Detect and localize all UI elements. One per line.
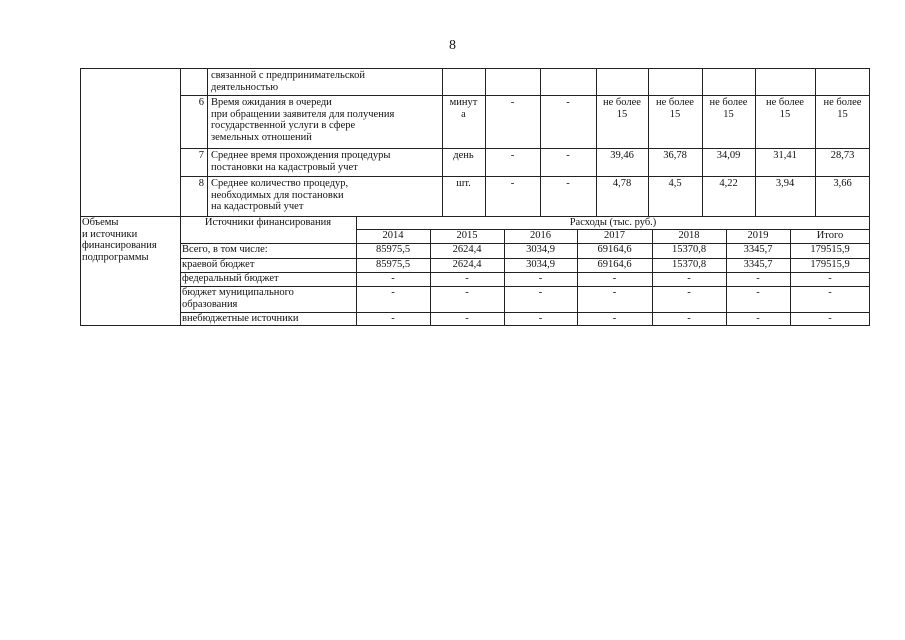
year-header	[356, 230, 430, 242]
funding-value-line: 15370,8	[671, 244, 707, 255]
indicator-unit-line: минут	[449, 97, 478, 108]
indicator-value	[815, 150, 870, 162]
indicator-name-line: на кадастровый учет	[211, 201, 304, 212]
indicator-value-line: -	[566, 97, 570, 108]
indicator-value-line: -	[510, 97, 515, 108]
funding-value	[356, 259, 430, 271]
funding-value-line: -	[465, 273, 469, 284]
funding-value-line: -	[687, 313, 691, 324]
year-header	[430, 230, 504, 242]
year-header-line: Итого	[816, 230, 844, 241]
funding-value-line: 3345,7	[743, 244, 773, 255]
funding-value-line: -	[391, 273, 395, 284]
funding-value-line: 179515,9	[810, 259, 850, 270]
year-header	[504, 230, 577, 242]
indicator-number	[180, 178, 204, 190]
indicator-value-line: -	[510, 150, 515, 161]
indicator-name-line: постановки на кадастровый учет	[211, 161, 358, 173]
funding-value	[504, 313, 577, 325]
sources-header	[180, 217, 356, 229]
funding-value-line: -	[465, 287, 469, 298]
funding-value-line: -	[756, 287, 760, 298]
indicator-row-line	[180, 95, 870, 96]
funding-value	[652, 313, 726, 325]
indicator-value	[540, 178, 596, 190]
funding-value	[790, 259, 870, 271]
indicator-name-line: при обращении заявителя для получения	[211, 108, 395, 120]
funding-value	[652, 273, 726, 285]
funding-value	[356, 287, 430, 299]
funding-value-line: -	[756, 273, 760, 284]
indicator-name-line: государственной услуги в сфере	[211, 120, 356, 131]
border-left	[80, 68, 81, 326]
funding-value	[504, 273, 577, 285]
funding-value	[430, 244, 504, 256]
indicator-value-line: 3,66	[833, 178, 852, 189]
year-header-line: 2015	[456, 230, 478, 241]
funding-source-label-line: федеральный бюджет	[182, 273, 279, 284]
indicator-value-line: 34,09	[716, 150, 741, 161]
indicator-col-line	[755, 68, 756, 216]
funding-value-line: -	[538, 273, 543, 284]
funding-section-label	[82, 217, 180, 263]
indicator-name	[211, 178, 441, 213]
funding-value-line: -	[391, 313, 395, 324]
funding-section-label-line: и источники	[82, 228, 138, 240]
indicator-number-line: 8	[198, 178, 204, 189]
indicator-number-line: 6	[198, 97, 204, 108]
funding-value	[504, 259, 577, 271]
indicator-name-line: земельных отношений	[211, 131, 312, 143]
indicator-unit-line: шт.	[456, 178, 471, 189]
indicator-value-line: 4,5	[668, 178, 682, 189]
indicator-value	[815, 178, 870, 190]
indicator-value	[540, 150, 596, 162]
funding-value	[726, 313, 790, 325]
indicator-unit	[442, 178, 485, 190]
indicator-value	[755, 97, 815, 120]
indicator-name-line: Среднее время прохождения процедуры	[211, 150, 391, 161]
indicator-value-line: не более	[656, 97, 694, 108]
funding-value	[430, 259, 504, 271]
indicator-value	[702, 178, 755, 190]
funding-value	[430, 313, 504, 325]
funding-source-label-line: бюджет муниципального	[182, 287, 294, 298]
funding-value	[577, 273, 652, 285]
funding-label-col-line	[180, 216, 181, 326]
year-header-line: 2019	[747, 230, 769, 241]
year-header	[726, 230, 790, 242]
funding-value	[356, 244, 430, 256]
indicator-row-line	[180, 176, 870, 177]
indicator-value-line: -	[566, 178, 570, 189]
border-top	[80, 68, 870, 69]
indicator-value-line: 15	[837, 108, 848, 120]
indicator-value-line: не более	[823, 97, 862, 108]
funding-value	[577, 313, 652, 325]
indicator-unit-line: день	[453, 150, 474, 161]
indicator-row-line	[180, 148, 870, 149]
funding-value	[726, 259, 790, 271]
funding-section-label-line: финансирования	[82, 240, 157, 251]
indicator-col-line	[207, 68, 208, 216]
funding-value	[652, 244, 726, 256]
funding-value-line: -	[391, 287, 395, 298]
funding-value-line: -	[687, 273, 691, 284]
funding-value-line: -	[828, 313, 832, 324]
indicator-value	[815, 97, 870, 120]
funding-value-line: -	[612, 273, 617, 284]
funding-source-label	[182, 287, 354, 310]
indicator-value-line: 15	[669, 108, 681, 120]
indicator-value	[596, 97, 648, 120]
funding-value-line: 15370,8	[671, 259, 707, 270]
funding-value	[726, 287, 790, 299]
indicator-name	[211, 70, 441, 93]
funding-value-line: 3034,9	[526, 259, 555, 270]
funding-value-line: -	[612, 313, 617, 324]
funding-value-line: -	[687, 287, 691, 298]
funding-source-label-line: образования	[182, 298, 238, 310]
funding-value-line: 2624,4	[452, 244, 482, 255]
indicator-value	[485, 97, 540, 109]
year-header	[577, 230, 652, 242]
year-header-line: 2014	[382, 230, 404, 241]
indicator-value	[755, 178, 815, 190]
indicator-value-line: 15	[723, 108, 734, 120]
funding-value	[577, 287, 652, 299]
year-header	[790, 230, 870, 242]
indicator-name-line: необходимых для постановки	[211, 189, 344, 201]
border-bottom	[80, 325, 870, 326]
funding-value-line: -	[828, 287, 832, 298]
funding-source-label	[182, 273, 354, 285]
indicator-number-line: 7	[198, 150, 204, 161]
indicator-name	[211, 150, 441, 173]
funding-value	[652, 287, 726, 299]
indicator-col-line	[815, 68, 816, 216]
year-header-line: 2018	[678, 230, 700, 241]
funding-source-label	[182, 313, 354, 325]
sources-header-line: Источники финансирования	[204, 217, 332, 228]
funding-value	[356, 273, 430, 285]
indicator-col-line	[702, 68, 703, 216]
funding-value-line: 3345,7	[743, 259, 773, 270]
indicator-name	[211, 97, 441, 143]
indicator-value	[648, 97, 702, 120]
indicator-value	[648, 150, 702, 162]
indicator-value	[485, 178, 540, 190]
funding-source-label	[182, 259, 354, 271]
indicator-col-line	[485, 68, 486, 216]
funding-value-line: -	[756, 313, 760, 324]
indicator-value-line: 4,22	[719, 178, 738, 189]
indicator-col-line	[596, 68, 597, 216]
funding-value-line: 85975,5	[375, 259, 411, 270]
indicator-value-line: 15	[779, 108, 791, 120]
indicator-number	[180, 150, 204, 162]
indicator-unit-line: а	[461, 108, 466, 120]
funding-source-label-line: краевой бюджет	[182, 259, 255, 270]
expenses-header	[356, 217, 870, 229]
funding-value-line: -	[612, 287, 617, 298]
indicator-col-line	[180, 68, 181, 216]
funding-value-line: -	[538, 313, 543, 324]
indicator-value-line: 15	[616, 108, 628, 120]
funding-value	[726, 244, 790, 256]
indicator-value	[540, 97, 596, 109]
indicator-name-line: связанной с предпринимательской	[211, 70, 365, 81]
funding-value	[790, 244, 870, 256]
funding-value	[726, 273, 790, 285]
indicator-unit	[442, 150, 485, 162]
funding-value	[430, 273, 504, 285]
indicator-value-line: 28,73	[830, 150, 855, 161]
funding-value-line: -	[828, 273, 832, 284]
indicator-value-line: -	[510, 178, 515, 189]
indicator-col-line	[648, 68, 649, 216]
funding-value-line: 69164,6	[597, 259, 632, 270]
indicator-value-line: 39,46	[610, 150, 634, 161]
indicator-value-line: не более	[766, 97, 804, 108]
indicator-name-line: деятельностью	[211, 81, 279, 93]
indicator-value	[596, 178, 648, 190]
funding-value	[577, 259, 652, 271]
funding-section-label-line: подпрограммы	[82, 251, 149, 263]
indicator-unit	[442, 97, 485, 120]
indicator-value-line: не более	[709, 97, 748, 108]
funding-source-label-line: внебюджетные источники	[182, 313, 299, 324]
funding-value-line: -	[538, 287, 543, 298]
funding-value	[790, 273, 870, 285]
indicator-value-line: 4,78	[612, 178, 632, 189]
indicator-number	[180, 97, 204, 109]
year-header	[652, 230, 726, 242]
funding-value	[504, 244, 577, 256]
indicator-value	[596, 150, 648, 162]
indicator-value	[702, 150, 755, 162]
funding-source-label-line: Всего, в том числе:	[182, 244, 268, 255]
indicator-value	[702, 97, 755, 120]
funding-section-label-line: Объемы	[82, 217, 119, 228]
expenses-header-line: Расходы (тыс. руб.)	[569, 217, 657, 228]
funding-value	[577, 244, 652, 256]
indicator-name-line: Время ожидания в очереди	[211, 97, 332, 108]
funding-value-line: 2624,4	[452, 259, 482, 270]
funding-value-line: -	[465, 313, 469, 324]
funding-value	[790, 313, 870, 325]
indicator-col-line	[442, 68, 443, 216]
indicator-value-line: -	[566, 150, 570, 161]
funding-value-line: 179515,9	[810, 244, 850, 255]
funding-value	[652, 259, 726, 271]
funding-value-line: 85975,5	[375, 244, 411, 255]
indicator-value	[485, 150, 540, 162]
indicator-name-line: Среднее количество процедур,	[211, 178, 349, 189]
funding-value	[430, 287, 504, 299]
year-header-line: 2016	[530, 230, 551, 241]
funding-value-line: 69164,6	[597, 244, 632, 255]
indicator-value-line: 3,94	[775, 178, 795, 189]
indicator-value-line: 36,78	[663, 150, 687, 161]
program-table	[80, 68, 870, 326]
indicator-value	[755, 150, 815, 162]
funding-source-label	[182, 244, 354, 256]
funding-value	[356, 313, 430, 325]
funding-value-line: 3034,9	[526, 244, 555, 255]
indicator-value-line: 31,41	[773, 150, 797, 161]
funding-value	[790, 287, 870, 299]
page-number: 8	[449, 38, 456, 53]
funding-value	[504, 287, 577, 299]
year-header-line: 2017	[604, 230, 625, 241]
indicator-value-line: не более	[603, 97, 641, 108]
indicator-col-line	[540, 68, 541, 216]
indicator-value	[648, 178, 702, 190]
